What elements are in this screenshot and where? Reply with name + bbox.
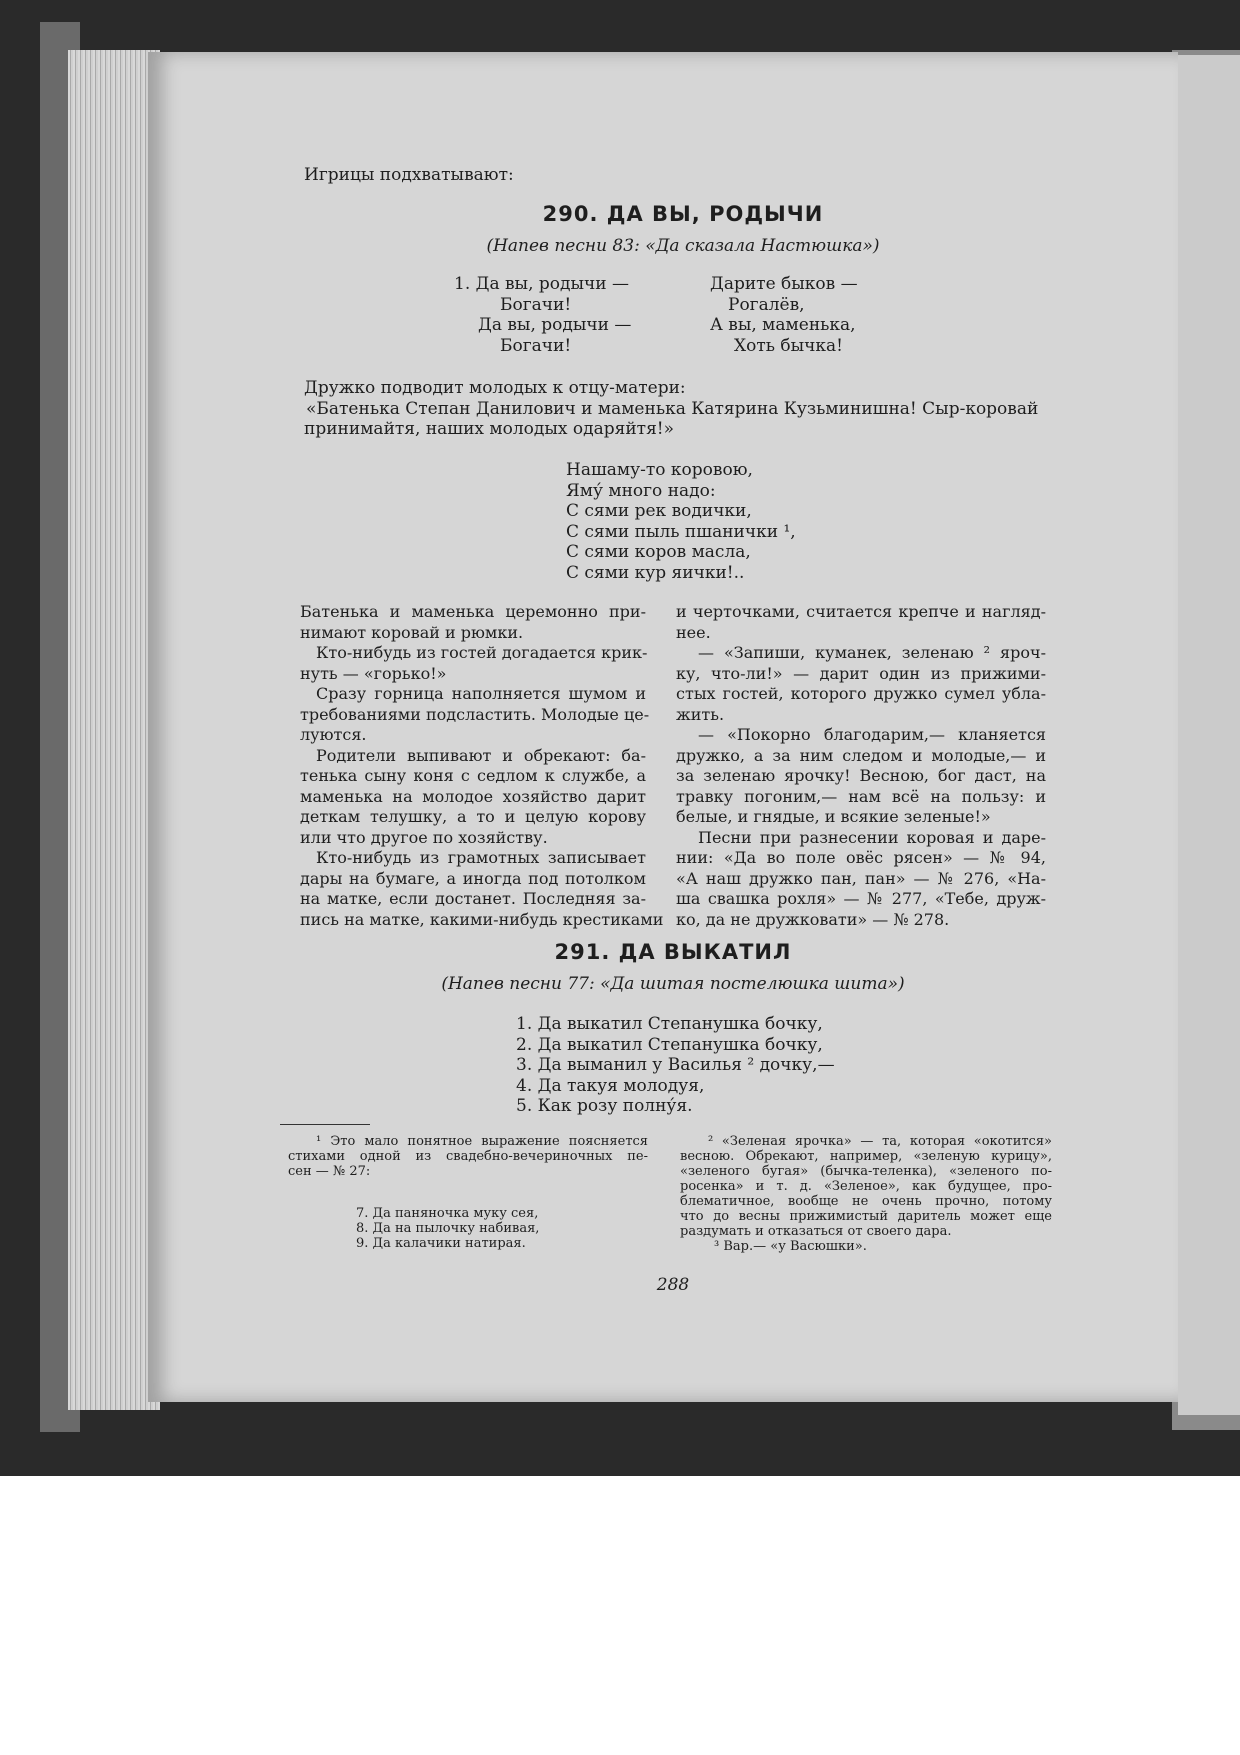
footnote-1 [288,1134,648,1179]
footnote-line: росенка» и т. д. «Зеленое», как будущее, про- [680,1179,1052,1194]
column-line: требованиями подсластить. Молодые це- [300,704,650,724]
song-291-tune: (Напев песни 77: «Да шитая постелюшка шита») [441,974,905,994]
verse-line: Богачи! [500,294,572,315]
footnote-line: ² «Зеленая ярочка» — та, которая «окотится» [708,1134,1052,1149]
verse-line: 4. Да такуя молодуя, [516,1075,705,1096]
verse-line: С сями коров масла, [566,542,751,562]
column-line: Родители выпивают и обрекают: ба- [316,745,646,765]
intro-line: Игрицы подхватывают: [304,165,514,185]
column-line: Песни при разнесении коровая и даре- [698,827,1046,847]
verse-line: Да вы, родычи — [478,315,632,335]
footnote-verse-line: 8. Да на пылочку набивая, [356,1221,540,1236]
right-column [676,602,1046,930]
song-290-verse-right [710,274,858,356]
verse-line: 3. Да выманил у Василья ² дочку,— [516,1055,835,1075]
facing-page [1178,55,1240,1415]
column-line: дружко, а за ним следом и молодые,— и [676,745,1046,765]
song-290-title: 290. ДА ВЫ, РОДЫЧИ [542,202,824,226]
footnote-line: сен — № 27: [288,1164,371,1179]
column-line: Батенька и маменька церемонно при- [300,602,646,621]
footnote-verse-line: 7. Да паняночка муку сея, [356,1206,539,1221]
column-line: пись на матке, какими-нибудь крестиками [300,909,664,929]
column-line: стых гостей, которого дружко сумел убла- [676,684,1046,703]
footnotes-2-3 [680,1134,1052,1254]
column-line: нимают коровай и рюмки. [300,622,524,642]
verse-line: Дарите быков — [710,274,858,294]
verse-line: 2. Да выкатил Степанушка бочку, [516,1034,823,1055]
footnote-line: раздумать и отказаться от своего дара. [680,1224,952,1239]
verse-line: Яму́ много надо: [566,480,716,501]
column-line: луются. [300,725,367,744]
column-line: дары на бумаге, а иногда под потолком [300,868,646,888]
verse-line: 1. Да выкатил Степанушка бочку, [516,1014,823,1034]
column-line: нуть — «горько!» [300,663,447,683]
column-line: Кто-нибудь из гостей догадается крик- [316,643,648,662]
footnote-line: ¹ Это мало понятное выражение поясняется [316,1134,648,1149]
paragraph-line: принимайтя, наших молодых одаряйтя!» [304,419,675,439]
column-line: жить. [676,704,725,724]
column-line: Кто-нибудь из грамотных записывает [316,848,646,867]
verse-line: Хоть бычка! [734,335,843,356]
column-line: ша свашка рохля» — № 277, «Тебе, друж- [676,889,1046,908]
column-line: тенька сыну коня с седлом к службе, а [300,766,646,785]
song-291-title: 291. ДА ВЫКАТИЛ [554,940,792,964]
song-290-tune: (Напев песни 83: «Да сказала Настюшка») [486,236,880,256]
column-line: маменька на молодое хозяйство дарит [300,786,646,806]
column-line: нии: «Да во поле овёс рясен» — № 94, [676,848,1046,867]
verse-line: Рогалёв, [728,294,805,315]
verse-line: А вы, маменька, [710,315,856,335]
column-line: травку погоним,— нам всё на пользу: и [676,786,1046,806]
page-edges [68,50,160,1410]
verse-line: Нашаму-то коровою, [566,460,753,480]
footnote-line: что до весны прижимистый даритель может еще [680,1209,1052,1224]
column-line: ко, да не дружковати» — № 278. [676,909,950,929]
book-page [148,52,1178,1402]
verse-line: Богачи! [500,335,572,356]
column-line: и черточками, считается крепче и нагляд- [676,602,1046,621]
footnote-line: «зеленого бугая» (бычка-теленка), «зеленого по- [680,1164,1052,1179]
song-291-verse [516,1014,835,1117]
column-line: белые, и гнядые, и всякие зеленые!» [676,807,991,826]
page-number: 288 [656,1275,690,1295]
footnote-line: блематичное, вообще не очень прочно, потому [680,1194,1052,1209]
verse-line: 5. Как розу полну́я. [516,1096,693,1116]
column-line: Сразу горница наполняется шумом и [316,684,646,703]
paragraph-line: «Батенька Степан Данилович и маменька Катярина Кузьминишна! Сыр-коровай [306,398,1039,419]
footnote-line: стихами одной из свадебно-вечериночных пе- [288,1149,648,1164]
left-column [300,602,664,930]
paragraph-line: Дружко подводит молодых к отцу-матери: [304,378,686,398]
footnote-verse-line: 9. Да калачики натирая. [356,1236,526,1251]
column-line: нее. [676,622,711,642]
column-line: или что другое по хозяйству. [300,827,548,847]
footnote-1-verse [356,1206,539,1251]
footnote-line: весною. Обрекают, например, «зеленую курицу», [680,1149,1052,1164]
korovai-verse [566,460,796,583]
column-line: ку, что-ли!» — дарит один из прижими- [676,663,1046,683]
verse-line: С сями рек водички, [566,501,752,521]
column-line: на матке, если достанет. Последняя за- [300,889,646,908]
column-line: — «Запиши, куманек, зеленаю ² яроч- [698,643,1046,662]
song-290-verse-left [454,274,631,356]
footnote-rule [280,1124,370,1125]
column-line: «А наш дружко пан, пан» — № 276, «На- [676,868,1046,888]
druzhko-paragraph [304,378,1184,440]
column-line: — «Покорно благодарим,— кланяется [698,725,1046,744]
column-line: за зеленаю ярочку! Весною, бог даст, на [676,766,1046,785]
footnote-line: ³ Вар.— «у Васюшки». [714,1239,867,1254]
verse-line: 1. Да вы, родычи — [454,274,629,294]
column-line: деткам телушку, а то и целую корову [300,807,646,826]
verse-line: С сями кур яички!.. [566,562,745,583]
verse-line: С сями пыль пшанички ¹, [566,521,796,542]
